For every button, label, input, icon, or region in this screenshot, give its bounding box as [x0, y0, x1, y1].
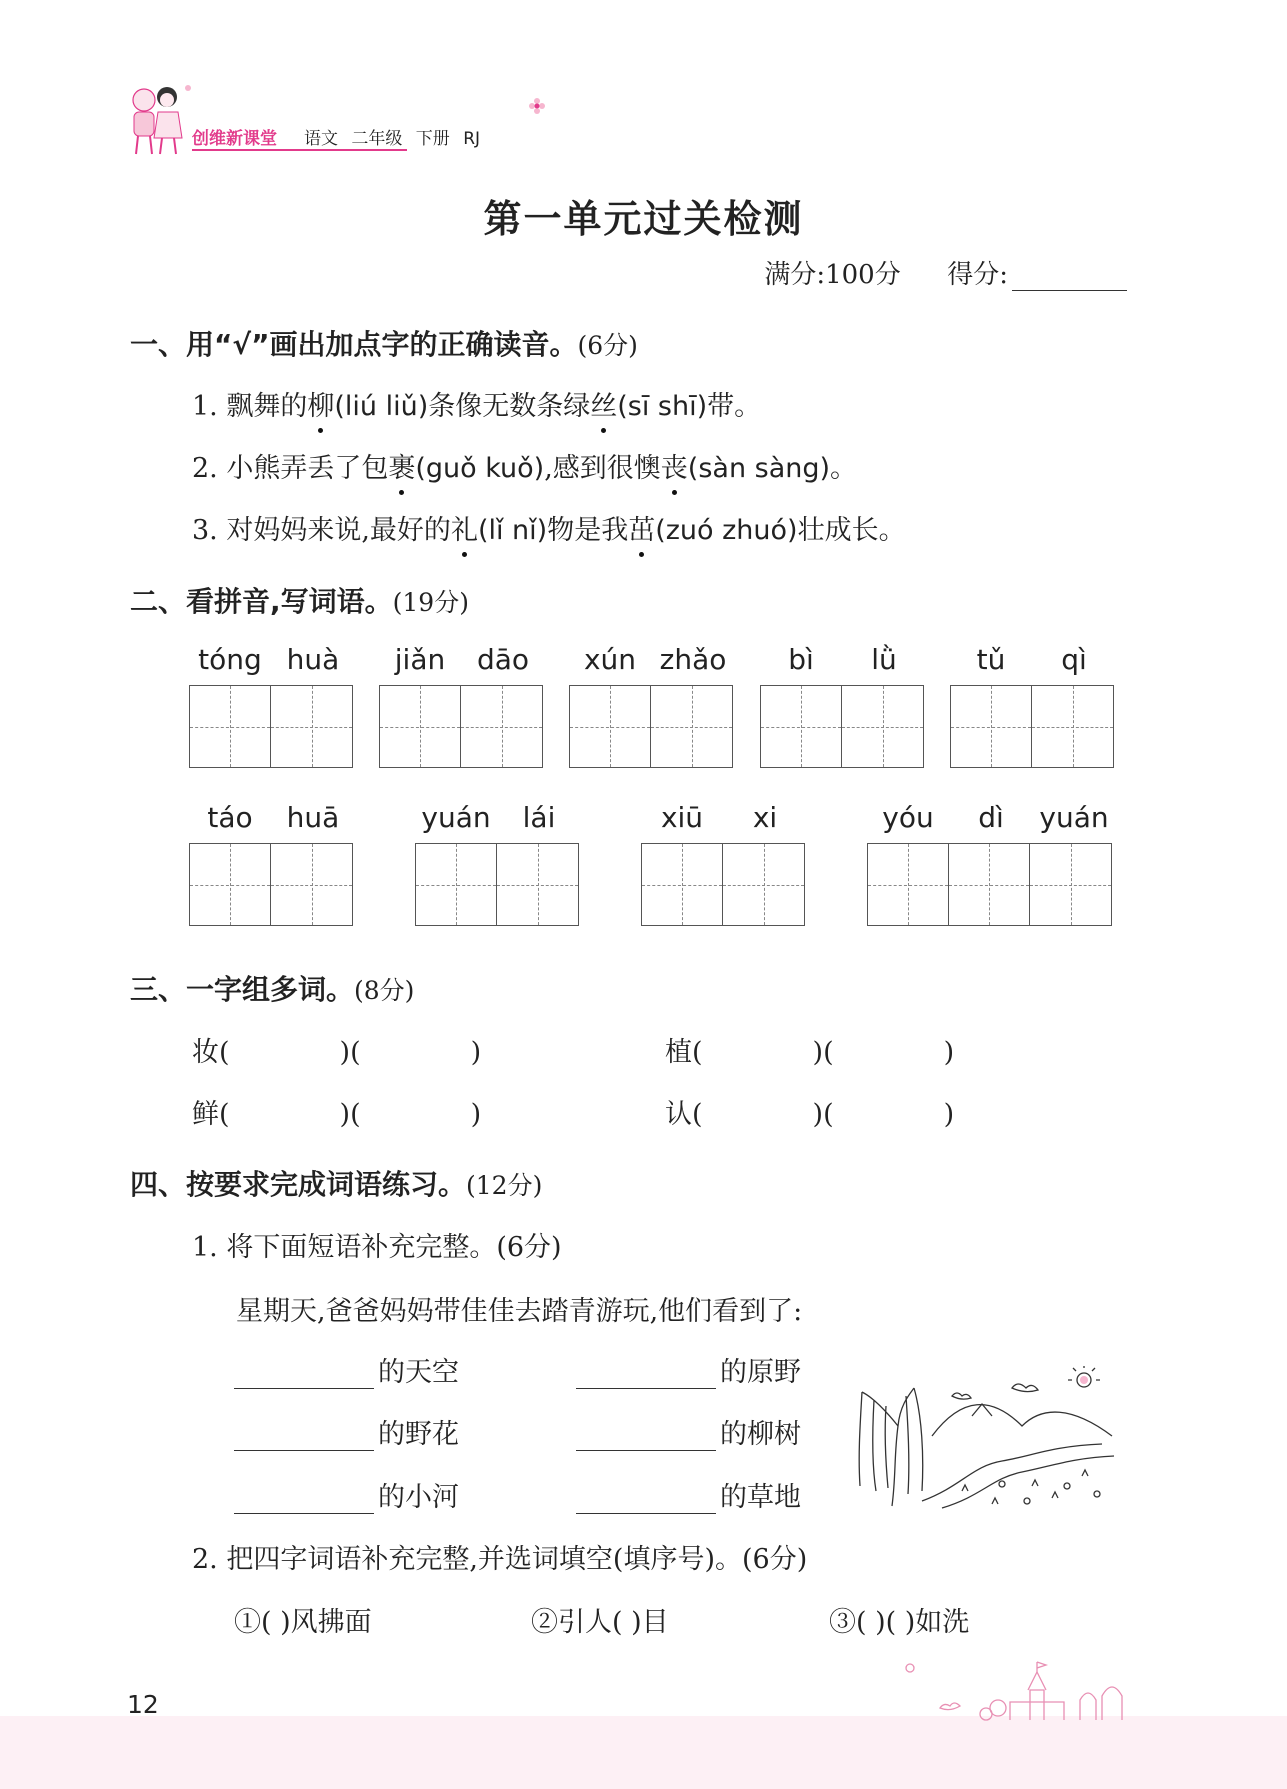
item-text: 2. 小熊弄丢了包: [192, 453, 389, 484]
word-group-item: [192, 1092, 481, 1131]
base-char: 鲜: [192, 1099, 219, 1130]
writing-grid[interactable]: [379, 685, 543, 768]
phrase-text: 的柳树: [720, 1419, 801, 1450]
pinyin-syllable: lǜ: [871, 643, 897, 676]
fill-blank[interactable]: [234, 1358, 374, 1389]
idiom-item-1[interactable]: ①( )风拂面: [234, 1607, 372, 1638]
header-rule: [192, 149, 407, 151]
paren-open: (: [692, 1037, 703, 1068]
dotted-char: 礼: [451, 508, 478, 547]
item-text: 1. 飘舞的: [192, 391, 308, 422]
pinyin-syllable: jiǎn: [394, 643, 446, 676]
paren-open: (: [823, 1037, 834, 1068]
pinyin-syllable: qì: [1061, 643, 1087, 676]
fill-phrase: [234, 1350, 459, 1389]
section4-heading: 四、按要求完成词语练习。: [130, 1168, 467, 1201]
section3-title: [130, 968, 414, 1008]
paren-open: (: [350, 1037, 361, 1068]
pinyin-word-1: [189, 643, 355, 773]
paren-close: ): [943, 1099, 955, 1130]
full-score: 满分:100分: [764, 260, 901, 290]
writing-grid[interactable]: [760, 685, 924, 768]
dotted-char: 茁: [628, 508, 655, 547]
writing-grid[interactable]: [867, 843, 1112, 926]
idiom-item-2[interactable]: ②引人( )目: [531, 1607, 669, 1638]
paren-open: (: [219, 1099, 230, 1130]
section4-q1-intro: 星期天,爸爸妈妈带佳佳去踏青游玩,他们看到了:: [236, 1296, 803, 1327]
pinyin-syllable: yóu: [882, 801, 934, 834]
pinyin-syllable: lái: [522, 801, 556, 834]
paren-open: (: [692, 1099, 703, 1130]
pinyin-word-6: [189, 801, 355, 931]
pinyin-syllable: xi: [752, 801, 778, 834]
children-illustration: [122, 82, 202, 157]
pinyin-syllable: táo: [207, 801, 253, 834]
pinyin-syllable: dāo: [476, 643, 530, 676]
phrase-text: 的草地: [720, 1482, 801, 1513]
paren-close: ): [812, 1099, 824, 1130]
item-text: 3. 对妈妈来说,最好的: [192, 515, 451, 546]
dotted-char: 丝: [590, 384, 617, 423]
pinyin-syllable: huā: [286, 801, 340, 834]
section3-points: (8分): [354, 976, 415, 1005]
pinyin-word-4: [760, 643, 926, 773]
fill-blank[interactable]: [576, 1358, 716, 1389]
item-text: 条像无数条绿: [428, 391, 591, 422]
landscape-illustration: [852, 1366, 1122, 1511]
word-group-item: [665, 1030, 954, 1069]
dotted-char: 裹: [388, 446, 415, 485]
pinyin-choice[interactable]: (lǐ nǐ): [477, 515, 548, 546]
pinyin-syllable: tǔ: [976, 643, 1006, 676]
pinyin-choice[interactable]: (sī shī): [617, 391, 708, 422]
pinyin-syllable: yuán: [1039, 801, 1109, 834]
section2-heading: 二、看拼音,写词语。: [130, 585, 393, 618]
section4-q1-title: 1. 将下面短语补充完整。(6分): [192, 1232, 562, 1263]
section1-item-1: [192, 384, 761, 423]
paren-close: ): [470, 1037, 482, 1068]
pinyin-syllable: xiū: [660, 801, 704, 834]
item-text: 带。: [707, 391, 762, 422]
base-char: 妆: [192, 1037, 219, 1068]
idiom-item-3[interactable]: ③( )( )如洗: [829, 1607, 970, 1638]
writing-grid[interactable]: [415, 843, 579, 926]
fill-blank[interactable]: [234, 1420, 374, 1451]
castle-illustration: [880, 1650, 1180, 1722]
paren-open: (: [219, 1037, 230, 1068]
score-line: [764, 254, 1127, 291]
item-text: ,感到很懊: [544, 453, 661, 484]
section3-heading: 三、一字组多词。: [130, 973, 355, 1006]
fill-blank[interactable]: [234, 1483, 374, 1514]
book-info: 语文 二年级 下册 RJ: [304, 129, 481, 149]
writing-grid[interactable]: [189, 843, 353, 926]
word-group-item: [665, 1092, 954, 1131]
dotted-char: 丧: [661, 446, 688, 485]
section2-points: (19分): [392, 588, 469, 617]
flower-icon: [528, 97, 546, 115]
pinyin-choice[interactable]: (zuó zhuó): [655, 515, 798, 546]
pinyin-syllable: huà: [286, 643, 340, 676]
paren-close: ): [943, 1037, 955, 1068]
pinyin-word-8: [641, 801, 807, 931]
section1-title: [130, 323, 638, 363]
phrase-text: 的天空: [378, 1357, 459, 1388]
fill-phrase: [234, 1475, 459, 1514]
score-label: 得分:: [947, 260, 1008, 290]
fill-phrase: [576, 1475, 801, 1514]
paren-close: ): [470, 1099, 482, 1130]
paren-close: ): [339, 1099, 351, 1130]
paren-open: (: [823, 1099, 834, 1130]
pinyin-word-2: [379, 643, 545, 773]
pinyin-word-7: [415, 801, 581, 931]
section4-q2-title: 2. 把四字词语补充完整,并选词填空(填序号)。(6分): [192, 1544, 808, 1575]
brand-name: 创维新课堂: [192, 129, 277, 149]
paren-close: ): [812, 1037, 824, 1068]
pinyin-word-3: [569, 643, 735, 773]
fill-phrase: [234, 1412, 459, 1451]
paren-close: ): [339, 1037, 351, 1068]
item-text: 。: [830, 453, 858, 484]
section4-points: (12分): [466, 1171, 543, 1200]
pinyin-choice[interactable]: (guǒ kuǒ): [415, 453, 545, 484]
writing-grid[interactable]: [641, 843, 805, 926]
section1-heading: 一、用“√”画出加点字的正确读音。: [130, 328, 578, 361]
item-text: 物是我: [547, 515, 629, 546]
fill-blank[interactable]: [576, 1483, 716, 1514]
writing-grid[interactable]: [189, 685, 353, 768]
pinyin-syllable: bì: [788, 643, 814, 676]
base-char: 植: [665, 1037, 692, 1068]
pinyin-choice[interactable]: (liú liǔ): [334, 391, 429, 422]
pinyin-choice[interactable]: (sàn sàng): [687, 453, 831, 484]
section1-item-2: [192, 446, 857, 485]
score-blank[interactable]: [1012, 262, 1127, 291]
pinyin-syllable: tóng: [198, 643, 262, 676]
item-text: 壮成长。: [797, 515, 906, 546]
page-number: 12: [127, 1690, 159, 1719]
section1-item-3: [192, 508, 906, 547]
phrase-text: 的原野: [720, 1357, 801, 1388]
paren-open: (: [350, 1099, 361, 1130]
section1-points: (6分): [577, 331, 638, 360]
pinyin-syllable: xún: [583, 643, 637, 676]
pinyin-syllable: dì: [978, 801, 1004, 834]
base-char: 认: [665, 1099, 692, 1130]
writing-grid[interactable]: [950, 685, 1114, 768]
fill-phrase: [576, 1350, 801, 1389]
dotted-char: 柳: [307, 384, 334, 423]
word-group-item: [192, 1030, 481, 1069]
writing-grid[interactable]: [569, 685, 733, 768]
phrase-text: 的野花: [378, 1419, 459, 1450]
section4-title: [130, 1163, 542, 1203]
fill-blank[interactable]: [576, 1420, 716, 1451]
fill-phrase: [576, 1412, 801, 1451]
footer-band: [0, 1716, 1287, 1789]
pinyin-syllable: yuán: [421, 801, 491, 834]
page-title: 第一单元过关检测: [483, 197, 804, 241]
pinyin-syllable: zhǎo: [659, 643, 727, 676]
pinyin-word-5: [950, 643, 1116, 773]
phrase-text: 的小河: [378, 1482, 459, 1513]
section2-title: [130, 580, 469, 620]
pinyin-word-9: [867, 801, 1116, 931]
